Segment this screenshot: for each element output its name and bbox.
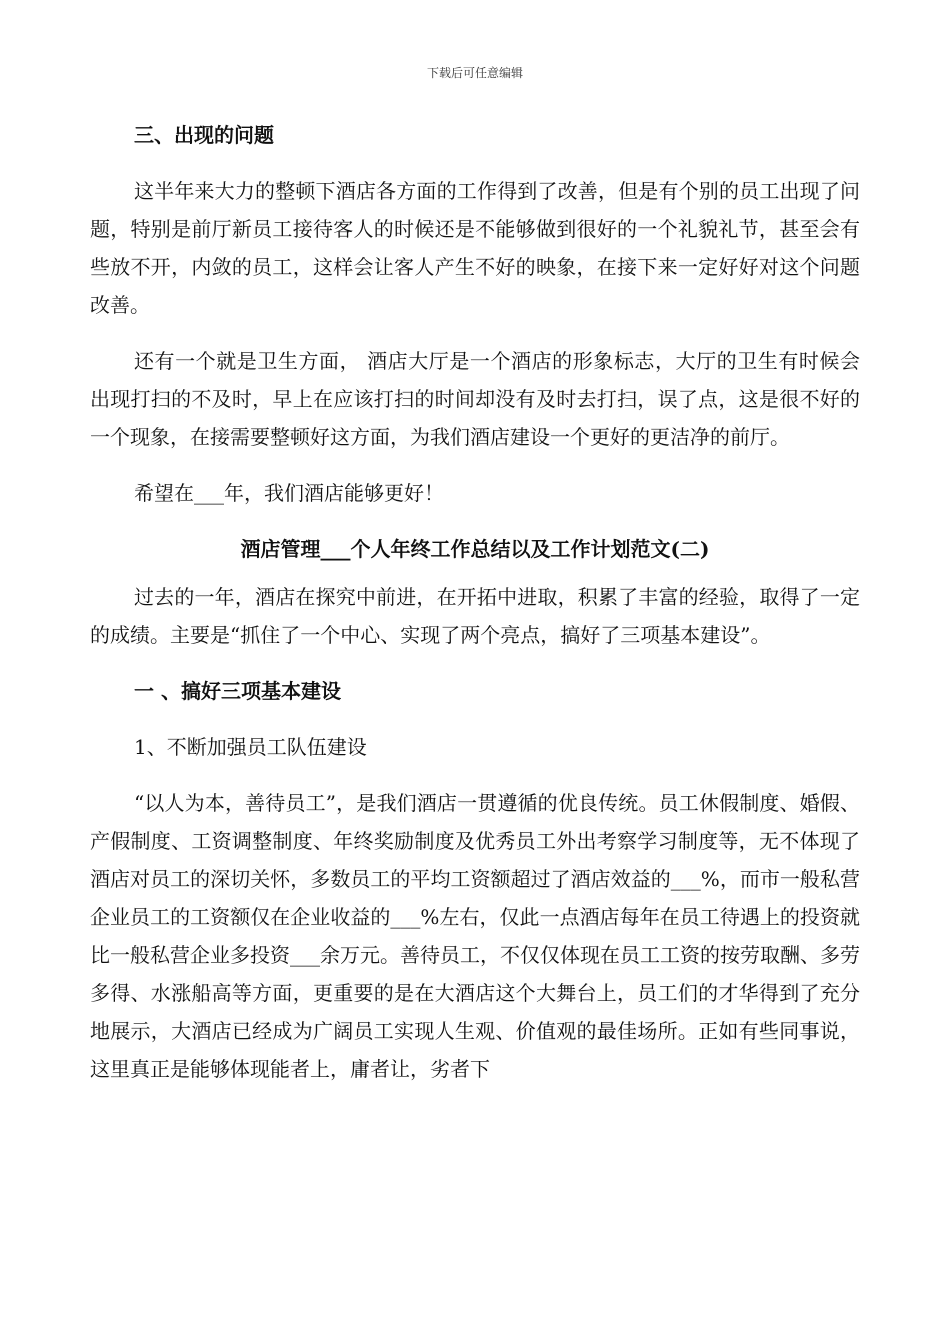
paragraph-staff-issues: 这半年来大力的整顿下酒店各方面的工作得到了改善，但是有个别的员工出现了问题，特别是前厅新员工接待客人的时候还是不能够做到很好的一个礼貌礼节，甚至会有些放不开，内敛的员工，这样会让客人产生不好的映象，在接下来一定好好对这个问题改善。 [90, 179, 860, 317]
paragraph-hope: 希望在___年，我们酒店能够更好！ [134, 481, 444, 505]
page-header: 下载后可任意编辑 [426, 66, 523, 80]
document-body [90, 116, 860, 1106]
subheading-staff-team: 1、不断加强员工队伍建设 [134, 735, 367, 759]
section-heading-basic-construction: 一 、搞好三项基本建设 [134, 679, 341, 703]
document-title-part-two: 酒店管理___个人年终工作总结以及工作计划范文(二) [240, 537, 710, 561]
paragraph-past-year: 过去的一年，酒店在探究中前进，在开拓中进取，积累了丰富的经验，取得了一定的成绩。主要是“抓住了一个中心、实现了两个亮点，搞好了三项基本建设”。 [90, 585, 860, 647]
paragraph-hygiene: 还有一个就是卫生方面， 酒店大厅是一个酒店的形象标志，大厅的卫生有时候会出现打扫的不及时，早上在应该打扫的时间却没有及时去打扫，误了点，这是很不好的一个现象，在接需要整顿好这方面，为我们酒店建设一个更好的更洁净的前厅。 [90, 349, 860, 449]
section-heading-problems: 三、出现的问题 [134, 123, 274, 147]
paragraph-people-oriented: “以人为本，善待员工”，是我们酒店一贯遵循的优良传统。员工休假制度、婚假、产假制度、工资调整制度、年终奖励制度及优秀员工外出考察学习制度等，无不体现了酒店对员工的深切关怀，多数员工的平均工资额超过了酒店效益的___%，而市一般私营企业员工的工资额仅在企业收益的___%左右，仅此一点酒店每年在员工待遇上的投资就比一般私营企业多投资___余万元。善待员工，不仅仅体现在员工工资的按劳取酬、多劳多得、水涨船高等方面，更重要的是在大酒店这个大舞台上，员工们的才华得到了充分地展示，大酒店已经成为广阔员工实现人生观、价值观的最佳场所。正如有些同事说，这里真正是能够体现能者上，庸者让，劣者下 [90, 791, 860, 1081]
